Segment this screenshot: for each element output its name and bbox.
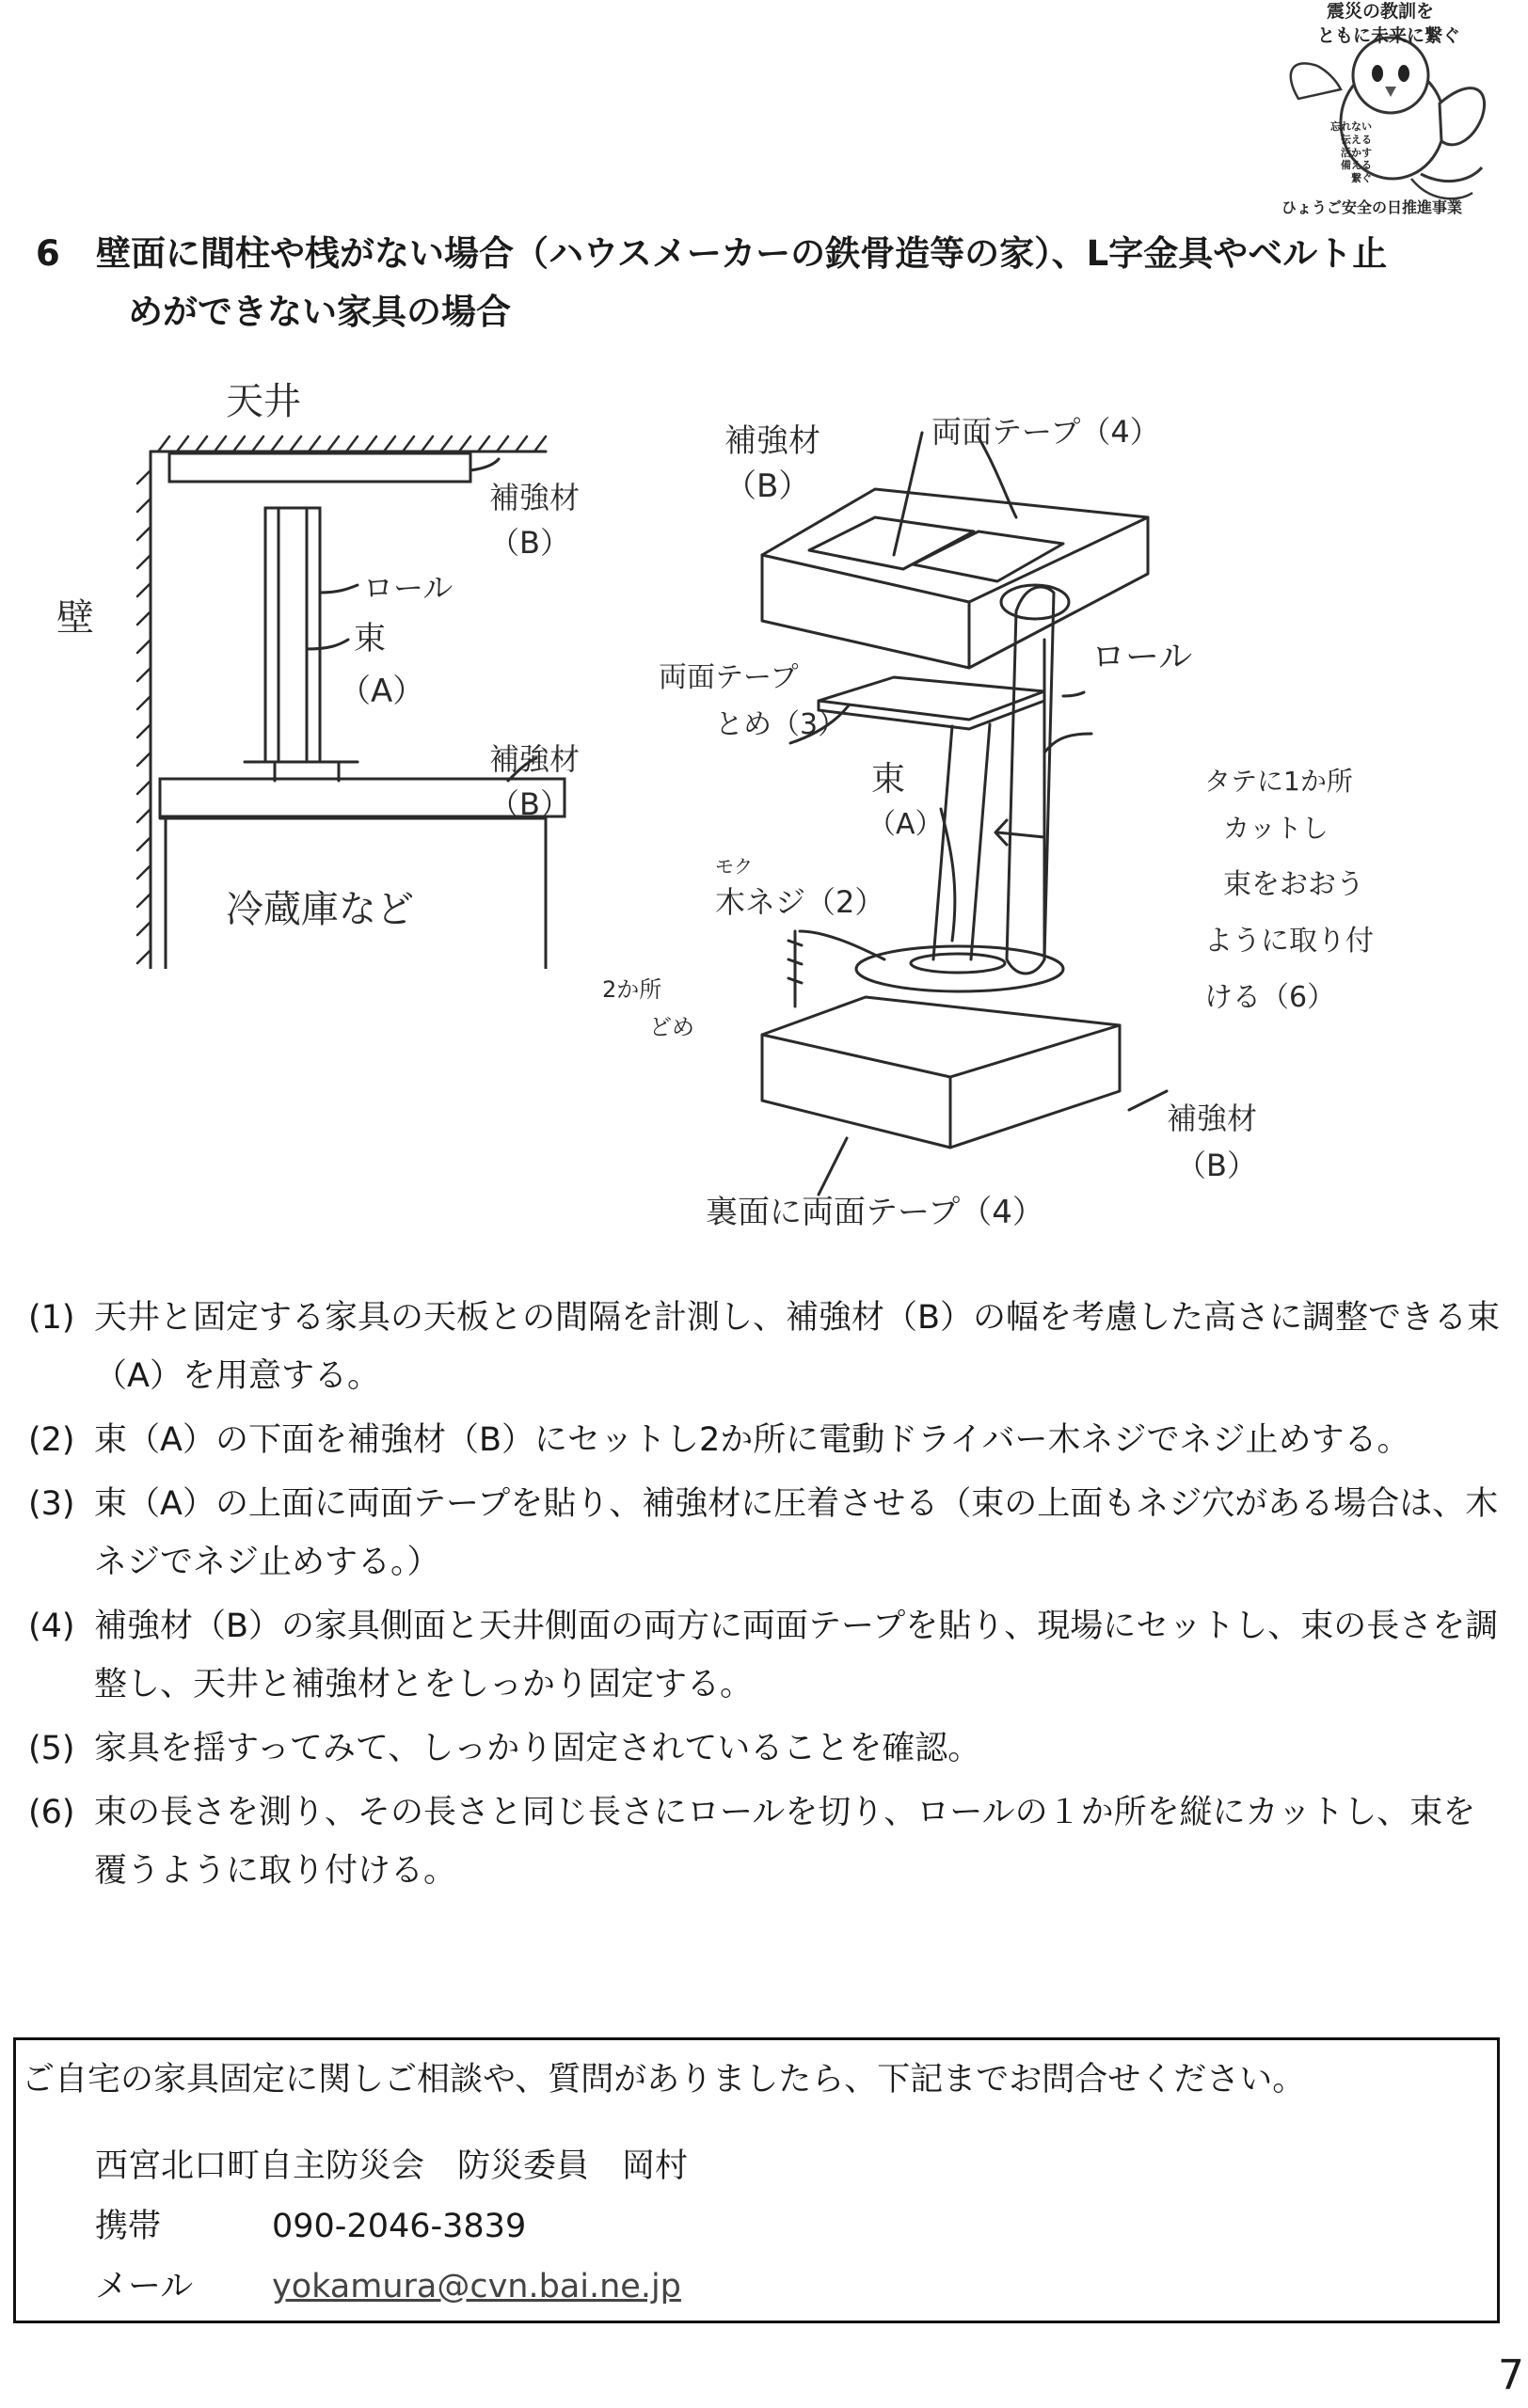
label-cut-note-4: ように取り付 bbox=[1204, 925, 1374, 958]
mail-label: メール bbox=[95, 2268, 194, 2305]
mail-link[interactable]: yokamura@cvn.bai.ne.jp bbox=[272, 2268, 681, 2305]
logo-bottom-text: ひょうご安全の日推進事業 bbox=[1281, 198, 1463, 216]
label-roll: ロール bbox=[1091, 638, 1193, 676]
label-ceiling: 天井 bbox=[226, 380, 301, 423]
label-bundle: 束 bbox=[354, 620, 386, 657]
installation-diagram-exploded-view bbox=[602, 395, 1449, 1242]
label-bundle: 束 bbox=[871, 760, 906, 799]
event-logo bbox=[1270, 0, 1505, 226]
instruction-steps bbox=[28, 1289, 1505, 1906]
contact-phone-row bbox=[95, 2200, 526, 2247]
step-text: 天井と固定する家具の天板との間隔を計測し、補強材（B）の幅を考慮した高さに調整できる束（A）を用意する。 bbox=[94, 1299, 1501, 1395]
step-text: 家具を揺すってみて、しっかり固定されていることを確認。 bbox=[94, 1730, 981, 1767]
contact-mail-row bbox=[95, 2260, 681, 2307]
label-roll: ロール bbox=[363, 570, 454, 606]
step-item bbox=[28, 1719, 1505, 1778]
label-reinforce-bottom: 補強材 bbox=[489, 741, 581, 777]
logo-slogan-2: 伝える bbox=[1341, 133, 1372, 146]
step-number: (5) bbox=[28, 1730, 75, 1767]
installation-diagram-side-view bbox=[56, 367, 640, 969]
step-item bbox=[28, 1597, 1505, 1714]
phone-number: 090-2046-3839 bbox=[272, 2208, 527, 2245]
logo-slogan-5: 繋ぐ bbox=[1351, 172, 1372, 184]
step-item bbox=[28, 1783, 1505, 1900]
step-item bbox=[28, 1475, 1505, 1592]
page-number: 7 bbox=[1498, 2352, 1524, 2400]
label-cut-note-1: タテに1か所 bbox=[1204, 766, 1353, 797]
label-reinforce-top-b: （B） bbox=[724, 467, 811, 505]
step-number: (4) bbox=[28, 1608, 75, 1645]
label-bundle-a: （A） bbox=[339, 673, 425, 710]
contact-organization: 西宮北口町自主防災会 防災委員 岡村 bbox=[95, 2147, 689, 2185]
label-reinforce-bottom-b: （B） bbox=[1176, 1148, 1257, 1183]
label-screw-small: モク bbox=[715, 855, 753, 878]
label-cut-note-5: ける（6） bbox=[1204, 981, 1336, 1014]
section-number: 6 bbox=[36, 233, 60, 274]
label-cut-note-2: カットし bbox=[1223, 813, 1329, 844]
label-screw: 木ネジ（2） bbox=[715, 884, 885, 920]
label-cut-note-3: 束をおおう bbox=[1223, 868, 1364, 901]
label-wall: 壁 bbox=[56, 596, 94, 640]
step-text: 束（A）の上面に両面テープを貼り、補強材に圧着させる（束の上面もネジ穴がある場合は、木ネジでネジ止めする。） bbox=[94, 1485, 1499, 1581]
label-fridge: 冷蔵庫など bbox=[226, 888, 414, 931]
step-item bbox=[28, 1411, 1505, 1469]
step-number: (6) bbox=[28, 1794, 75, 1831]
label-reinforce-top: 補強材 bbox=[489, 480, 581, 515]
label-two-places-2: どめ bbox=[649, 1014, 694, 1040]
step-number: (2) bbox=[28, 1421, 75, 1459]
contact-box bbox=[13, 2037, 1500, 2323]
label-reinforce-bottom-b: （B） bbox=[489, 786, 570, 822]
label-tape-mid: 両面テープ bbox=[659, 661, 799, 694]
label-tape-top: 両面テープ（4） bbox=[931, 414, 1160, 450]
label-reinforce-top: 補強材 bbox=[724, 422, 820, 460]
label-tape-mid-2: とめ（3） bbox=[715, 708, 847, 741]
step-text: 補強材（B）の家具側面と天井側面の両方に両面テープを貼り、現場にセットし、束の長さを調整し、天井と補強材とをしっかり固定する。 bbox=[94, 1608, 1499, 1703]
logo-line1: 震災の教訓を bbox=[1327, 1, 1435, 22]
heading-line1: 壁面に間柱や桟がない場合（ハウスメーカーの鉄骨造等の家）、L字金具やベルト止 bbox=[96, 233, 1388, 274]
step-number: (1) bbox=[28, 1299, 75, 1337]
label-two-places: 2か所 bbox=[602, 976, 662, 1003]
step-number: (3) bbox=[28, 1485, 75, 1523]
logo-slogan-1: 忘れない bbox=[1330, 120, 1372, 133]
contact-intro: ご自宅の家具固定に関しご相談や、質問がありましたら、下記までお問合せください。 bbox=[22, 2061, 1306, 2099]
label-bundle-a: （A） bbox=[867, 808, 944, 841]
label-tape-bottom: 裏面に両面テープ（4） bbox=[706, 1194, 1044, 1231]
logo-slogan-3: 活かす bbox=[1341, 146, 1372, 159]
label-reinforce-top-b: （B） bbox=[489, 525, 570, 561]
step-text: 束の長さを測り、その長さと同じ長さにロールを切り、ロールの１か所を縦にカットし、束を覆うように取り付ける。 bbox=[94, 1794, 1476, 1890]
phone-label: 携帯 bbox=[95, 2208, 162, 2245]
logo-line2: ともに未来に繋ぐ bbox=[1317, 25, 1461, 46]
step-item bbox=[28, 1289, 1505, 1405]
step-text: 束（A）の下面を補強材（B）にセットし2か所に電動ドライバー木ネジでネジ止めする。 bbox=[94, 1421, 1410, 1459]
heading-line2: めができない家具の場合 bbox=[128, 292, 511, 332]
label-reinforce-bottom: 補強材 bbox=[1167, 1101, 1258, 1136]
logo-slogan-4: 備える bbox=[1341, 159, 1372, 172]
